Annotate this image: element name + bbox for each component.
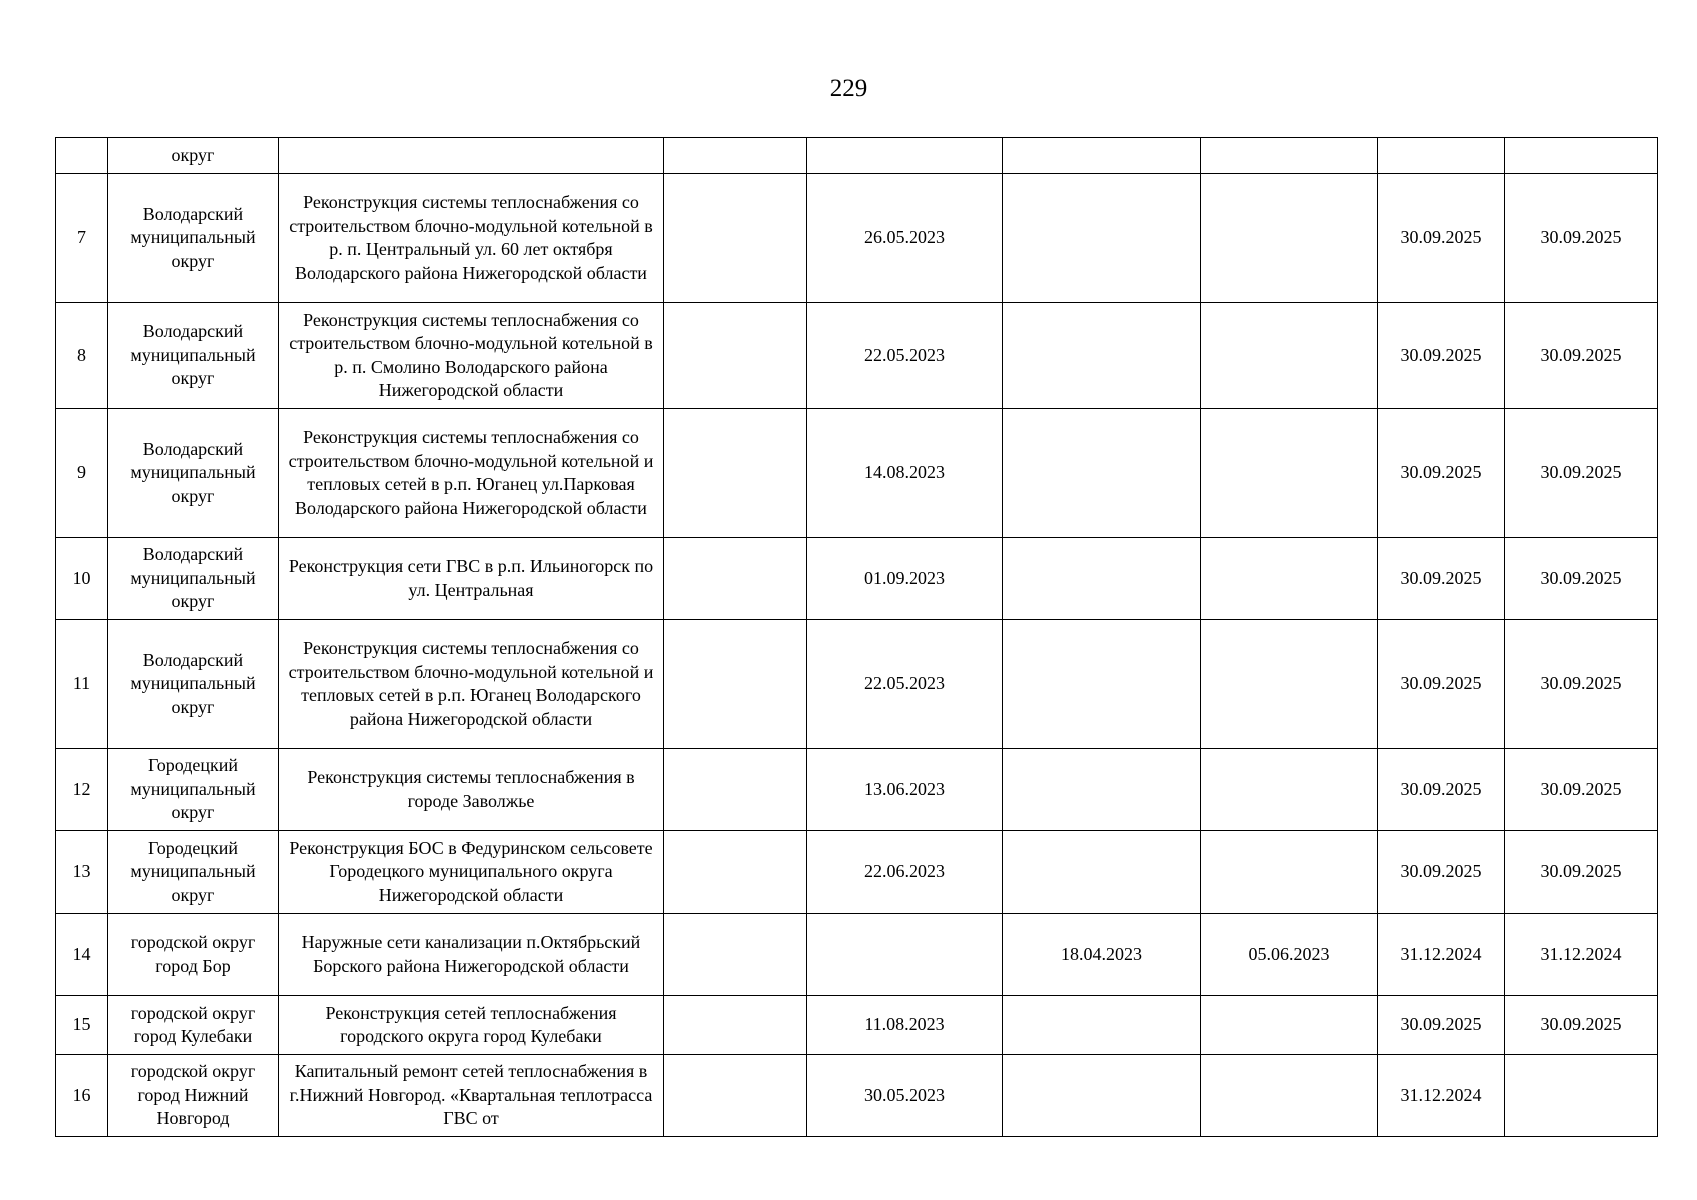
cell-col9: 31.12.2024 <box>1505 914 1658 996</box>
cell-col7 <box>1201 831 1378 914</box>
table-row <box>56 1055 1658 1137</box>
cell-col5: 30.05.2023 <box>807 1055 1003 1137</box>
cell-object: Капитальный ремонт сетей теплоснабжения в г.Нижний Новгород. «Квартальная теплотрасса ГВС от <box>279 1055 664 1137</box>
cell-col9: 30.09.2025 <box>1505 174 1658 303</box>
cell-col9 <box>1505 138 1658 174</box>
cell-municipality: городской округ город Бор <box>108 914 279 996</box>
cell-col8: 31.12.2024 <box>1378 1055 1505 1137</box>
cell-col4 <box>664 914 807 996</box>
cell-number: 14 <box>56 914 108 996</box>
table-body <box>56 138 1658 1137</box>
cell-col9 <box>1505 1055 1658 1137</box>
cell-col8: 30.09.2025 <box>1378 831 1505 914</box>
table-row <box>56 996 1658 1055</box>
cell-col4 <box>664 620 807 749</box>
cell-number: 8 <box>56 303 108 409</box>
cell-col4 <box>664 538 807 620</box>
cell-col5: 22.06.2023 <box>807 831 1003 914</box>
table-row <box>56 174 1658 303</box>
cell-col9: 30.09.2025 <box>1505 831 1658 914</box>
cell-col9: 30.09.2025 <box>1505 409 1658 538</box>
cell-col5: 14.08.2023 <box>807 409 1003 538</box>
cell-col6 <box>1003 831 1201 914</box>
cell-col6 <box>1003 409 1201 538</box>
table-row <box>56 831 1658 914</box>
cell-col9: 30.09.2025 <box>1505 303 1658 409</box>
cell-col7 <box>1201 409 1378 538</box>
cell-col4 <box>664 303 807 409</box>
cell-col6: 18.04.2023 <box>1003 914 1201 996</box>
cell-col7 <box>1201 749 1378 831</box>
cell-municipality: городской округ город Кулебаки <box>108 996 279 1055</box>
cell-number: 16 <box>56 1055 108 1137</box>
cell-col4 <box>664 831 807 914</box>
cell-col9: 30.09.2025 <box>1505 620 1658 749</box>
cell-col5: 13.06.2023 <box>807 749 1003 831</box>
cell-municipality: Володарский муниципальный округ <box>108 620 279 749</box>
cell-col9: 30.09.2025 <box>1505 996 1658 1055</box>
cell-municipality: городской округ город Нижний Новгород <box>108 1055 279 1137</box>
cell-col4 <box>664 138 807 174</box>
cell-number: 12 <box>56 749 108 831</box>
table-row <box>56 409 1658 538</box>
cell-number: 10 <box>56 538 108 620</box>
cell-col8: 30.09.2025 <box>1378 620 1505 749</box>
cell-col6 <box>1003 303 1201 409</box>
cell-object: Реконструкция системы теплоснабжения со строительством блочно-модульной котельной и тепловых сетей в р.п. Юганец ул.Парковая Володарского района Нижегородской области <box>279 409 664 538</box>
cell-col8: 30.09.2025 <box>1378 303 1505 409</box>
cell-col8 <box>1378 138 1505 174</box>
table-row <box>56 138 1658 174</box>
cell-object <box>279 138 664 174</box>
cell-number: 11 <box>56 620 108 749</box>
cell-municipality: Володарский муниципальный округ <box>108 303 279 409</box>
document-table <box>55 137 1658 1137</box>
cell-col5: 01.09.2023 <box>807 538 1003 620</box>
cell-number <box>56 138 108 174</box>
table-row <box>56 303 1658 409</box>
cell-col5 <box>807 138 1003 174</box>
cell-col7 <box>1201 303 1378 409</box>
cell-municipality: Городецкий муниципальный округ <box>108 749 279 831</box>
cell-municipality: Володарский муниципальный округ <box>108 538 279 620</box>
cell-object: Реконструкция системы теплоснабжения со строительством блочно-модульной котельной и тепловых сетей в р.п. Юганец Володарского района Нижегородской области <box>279 620 664 749</box>
cell-col5: 11.08.2023 <box>807 996 1003 1055</box>
cell-col6 <box>1003 138 1201 174</box>
cell-col6 <box>1003 996 1201 1055</box>
cell-municipality: Володарский муниципальный округ <box>108 174 279 303</box>
cell-col4 <box>664 1055 807 1137</box>
cell-col6 <box>1003 1055 1201 1137</box>
cell-municipality: Володарский муниципальный округ <box>108 409 279 538</box>
table-row <box>56 538 1658 620</box>
cell-object: Реконструкция сетей теплоснабжения городского округа город Кулебаки <box>279 996 664 1055</box>
cell-col4 <box>664 749 807 831</box>
cell-number: 7 <box>56 174 108 303</box>
cell-object: Реконструкция сети ГВС в р.п. Ильиногорск по ул. Центральная <box>279 538 664 620</box>
cell-col8: 30.09.2025 <box>1378 749 1505 831</box>
table-row <box>56 620 1658 749</box>
cell-object: Реконструкция системы теплоснабжения со строительством блочно-модульной котельной в р. п. Смолино Володарского района Нижегородской области <box>279 303 664 409</box>
cell-col5 <box>807 914 1003 996</box>
cell-col8: 30.09.2025 <box>1378 996 1505 1055</box>
cell-municipality: Городецкий муниципальный округ <box>108 831 279 914</box>
cell-number: 9 <box>56 409 108 538</box>
cell-col5: 26.05.2023 <box>807 174 1003 303</box>
table-row <box>56 914 1658 996</box>
cell-col4 <box>664 174 807 303</box>
cell-object: Реконструкция БОС в Федуринском сельсовете Городецкого муниципального округа Нижегородской области <box>279 831 664 914</box>
page-number: 229 <box>829 75 868 102</box>
cell-col7 <box>1201 996 1378 1055</box>
cell-col6 <box>1003 620 1201 749</box>
table-row <box>56 749 1658 831</box>
cell-col8: 30.09.2025 <box>1378 174 1505 303</box>
cell-col8: 30.09.2025 <box>1378 538 1505 620</box>
cell-col6 <box>1003 749 1201 831</box>
cell-col7 <box>1201 620 1378 749</box>
cell-number: 15 <box>56 996 108 1055</box>
cell-col9: 30.09.2025 <box>1505 749 1658 831</box>
cell-object: Наружные сети канализации п.Октябрьский Борского района Нижегородской области <box>279 914 664 996</box>
cell-col7 <box>1201 174 1378 303</box>
cell-col7 <box>1201 1055 1378 1137</box>
cell-col5: 22.05.2023 <box>807 620 1003 749</box>
cell-col7: 05.06.2023 <box>1201 914 1378 996</box>
cell-col6 <box>1003 538 1201 620</box>
cell-col4 <box>664 996 807 1055</box>
cell-object: Реконструкция системы теплоснабжения в городе Заволжье <box>279 749 664 831</box>
cell-col6 <box>1003 174 1201 303</box>
cell-col9: 30.09.2025 <box>1505 538 1658 620</box>
cell-col4 <box>664 409 807 538</box>
cell-col7 <box>1201 138 1378 174</box>
cell-number: 13 <box>56 831 108 914</box>
cell-col7 <box>1201 538 1378 620</box>
cell-col8: 30.09.2025 <box>1378 409 1505 538</box>
cell-col5: 22.05.2023 <box>807 303 1003 409</box>
cell-municipality: округ <box>108 138 279 174</box>
cell-object: Реконструкция системы теплоснабжения со строительством блочно-модульной котельной в р. п. Центральный ул. 60 лет октября Володарского района Нижегородской области <box>279 174 664 303</box>
cell-col8: 31.12.2024 <box>1378 914 1505 996</box>
